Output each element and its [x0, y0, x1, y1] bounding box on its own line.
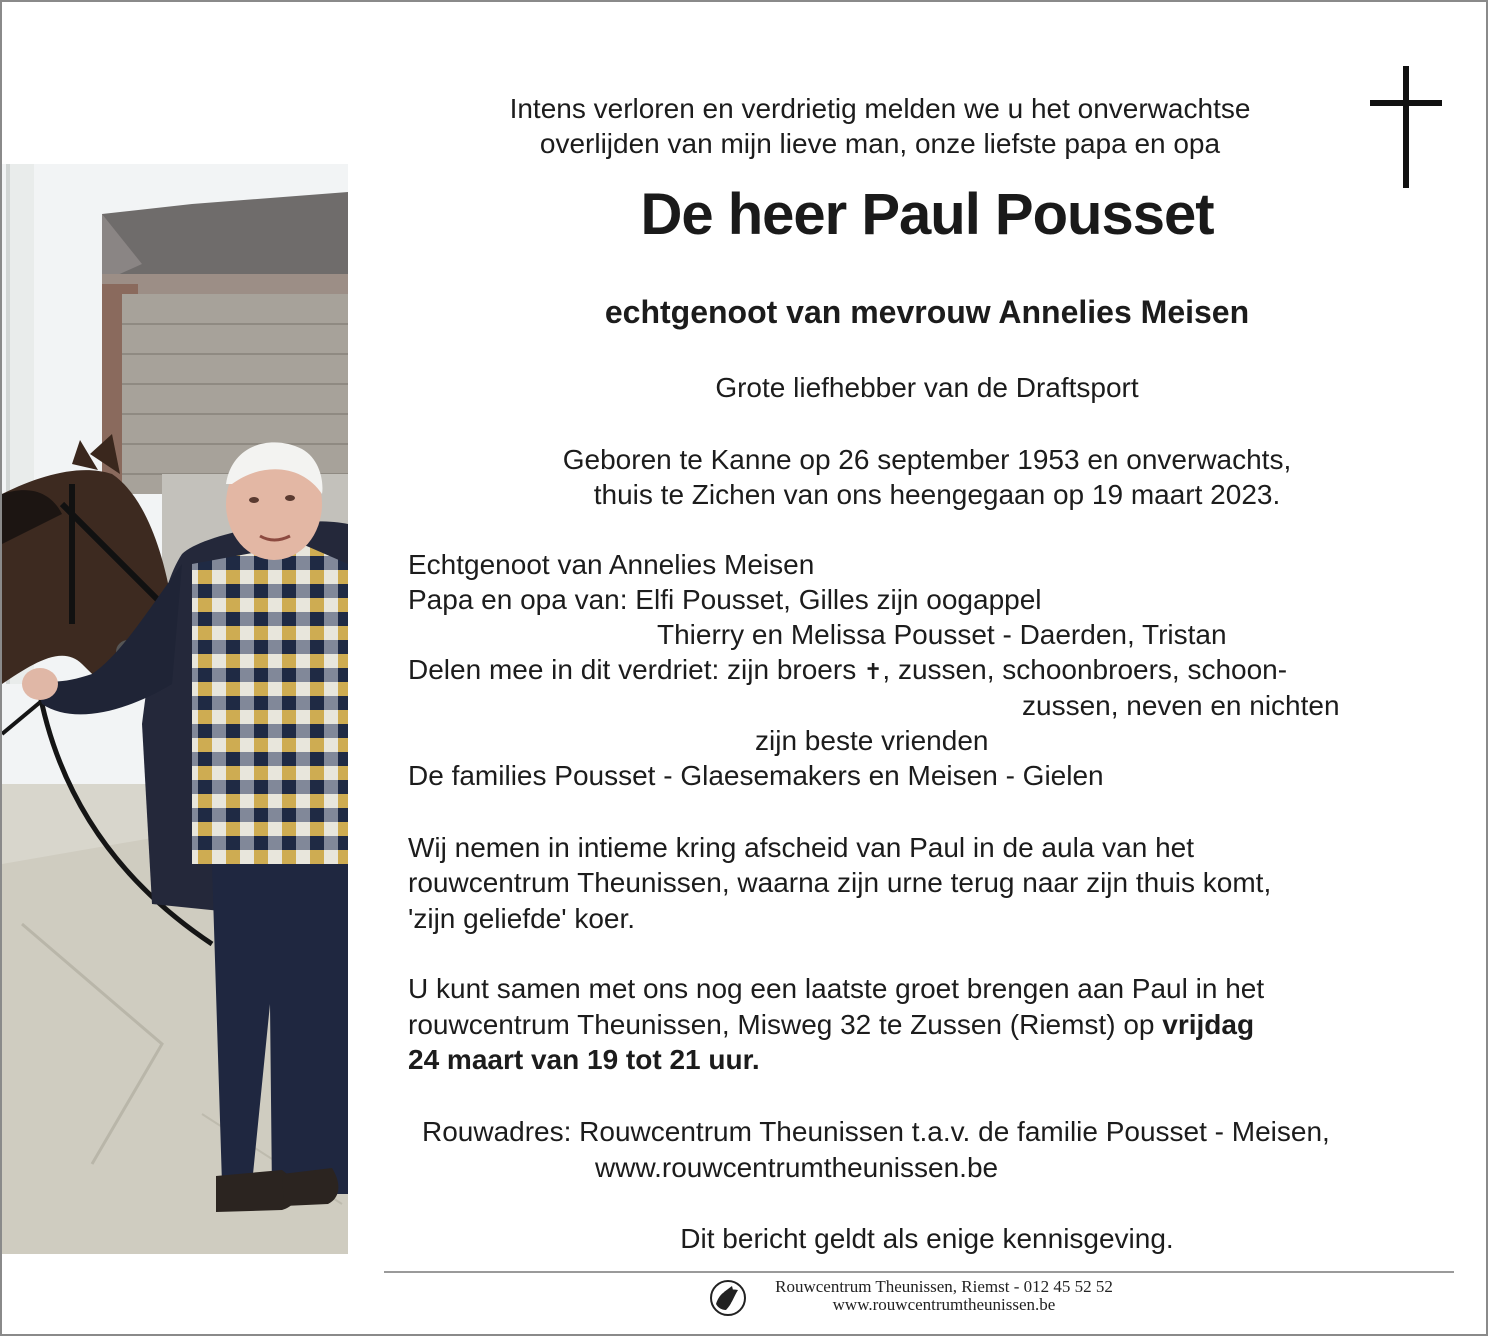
spouse-line: echtgenoot van mevrouw Annelies Meisen — [604, 294, 1250, 330]
footer-line-1: Rouwcentrum Theunissen, Riemst - 012 45 52 52 — [775, 1277, 1113, 1296]
birth-death-line-2: thuis te Zichen van ons heengegaan op 19 maart 2023. — [593, 479, 1281, 510]
family-share-b: zussen, neven en nichten — [1022, 690, 1340, 721]
intro-line-2: overlijden van mijn lieve man, onze liefste papa en opa — [539, 128, 1221, 159]
birth-death-line-1: Geboren te Kanne op 26 september 1953 en onverwachts, — [562, 444, 1292, 475]
family-children-a: Papa en opa van: Elfi Pousset, Gilles zijn oogappel — [408, 584, 1042, 615]
farewell-line-3: 'zijn geliefde' koer. — [408, 903, 636, 934]
family-share-a-start: Delen mee in dit verdriet: zijn broers — [408, 654, 864, 685]
visit-day: vrijdag — [1162, 1009, 1255, 1040]
family-spouse: Echtgenoot van Annelies Meisen — [408, 549, 815, 580]
address-line-1: Rouwadres: Rouwcentrum Theunissen t.a.v. de familie Pousset - Meisen, — [422, 1116, 1330, 1147]
family-families: De families Pousset - Glaesemakers en Meisen - Gielen — [408, 760, 1104, 791]
portrait-photo — [2, 164, 348, 1254]
small-cross-icon: ✝ — [863, 659, 883, 684]
intro-line-1: Intens verloren en verdrietig melden we u het onverwachtse — [509, 93, 1251, 124]
visit-date-time: 24 maart van 19 tot 21 uur. — [408, 1044, 760, 1075]
family-share-a-end: , zussen, schoonbroers, schoon- — [882, 654, 1288, 685]
visit-line-1: U kunt samen met ons nog een laatste groet brengen aan Paul in het — [408, 973, 1265, 1004]
deceased-name: De heer Paul Pousset — [640, 182, 1214, 247]
notice-line: Dit bericht geldt als enige kennisgeving. — [680, 1223, 1174, 1254]
footer-divider — [384, 1271, 1454, 1273]
funeral-home-logo — [708, 1278, 748, 1318]
visit-line-2 — [408, 1007, 1254, 1042]
address-website: www.rouwcentrumtheunissen.be — [595, 1152, 999, 1183]
family-share-a — [408, 652, 1287, 689]
family-friends: zijn beste vrienden — [755, 725, 989, 756]
footer-text — [754, 1278, 1134, 1314]
farewell-line-2: rouwcentrum Theunissen, waarna zijn urne terug naar zijn thuis komt, — [408, 867, 1272, 898]
family-children-b: Thierry en Melissa Pousset - Daerden, Tristan — [657, 619, 1227, 650]
farewell-line-1: Wij nemen in intieme kring afscheid van Paul in de aula van het — [408, 832, 1194, 863]
visit-line-2-text: rouwcentrum Theunissen, Misweg 32 te Zussen (Riemst) op — [408, 1009, 1163, 1040]
footer-line-2: www.rouwcentrumtheunissen.be — [832, 1295, 1056, 1314]
latin-cross-icon — [1370, 66, 1442, 188]
hobby-line: Grote liefhebber van de Draftsport — [715, 372, 1139, 403]
